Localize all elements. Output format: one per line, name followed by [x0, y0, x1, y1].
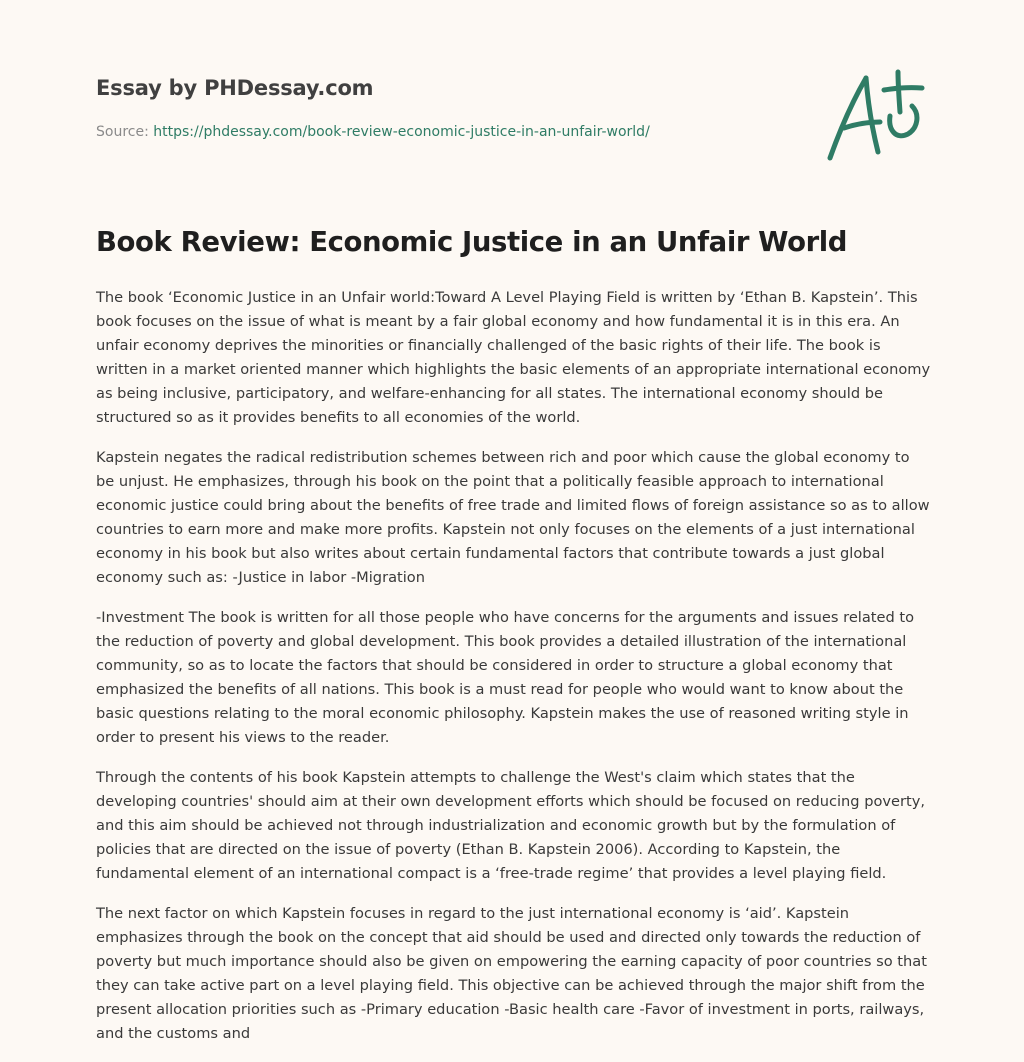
- source-line: [96, 124, 776, 140]
- essay-title: Book Review: Economic Justice in an Unfair World: [96, 226, 848, 258]
- source-label: Source:: [96, 124, 154, 140]
- essay-paragraph: Kapstein negates the radical redistribution schemes between rich and poor which cause the global economy to be unjust. He emphasizes, through his book on the point that a politically feasible approach to international economic justice could bring about the benefits of free trade and limited flows of foreign assistance so as to allow countries to earn more and make more profits. Kapstein not only focuses on the elements of a just international economy in his book but also writes about certain fundamental factors that contribute towards a just global economy such as: -Justice in labor -Migration: [96, 449, 930, 586]
- essay-paragraph: Through the contents of his book Kapstein attempts to challenge the West's claim which states that the developing countries' should aim at their own development efforts which should be focused on reducing poverty, and this aim should be achieved not through industrialization and economic growth but by the formulation of policies that are directed on the issue of poverty (Ethan B. Kapstein 2006). According to Kapstein, the fundamental element of an international compact is a ‘free-trade regime’ that provides a level playing field.: [96, 769, 926, 882]
- page-header: [96, 76, 776, 140]
- site-title: Essay by PHDessay.com: [96, 76, 374, 100]
- source-link[interactable]: https://phdessay.com/book-review-economic-justice-in-an-unfair-world/: [153, 124, 650, 140]
- essay-paragraph: The book ‘Economic Justice in an Unfair world:Toward A Level Playing Field is written by ‘Ethan B. Kapstein’. This book focuses on the issue of what is meant by a fair global economy and how fundamental it is in this era. An unfair economy deprives the minorities or financially challenged of the basic rights of their life. The book is written in a market oriented manner which highlights the basic elements of an appropriate international economy as being inclusive, participatory, and welfare-enhancing for all states. The international economy should be structured so as it provides benefits to all economies of the world.: [96, 289, 931, 426]
- a-plus-logo-icon: [822, 68, 926, 164]
- essay-paragraph: -Investment The book is written for all those people who have concerns for the arguments and issues related to the reduction of poverty and global development. This book provides a detailed illustration of the international community, so as to locate the factors that should be considered in order to structure a global economy that emphasized the benefits of all nations. This book is a must read for people who would want to know about the basic questions relating to the moral economic philosophy. Kapstein makes the use of reasoned writing style in order to present his views to the reader.: [96, 609, 915, 746]
- essay-body: [96, 286, 932, 1062]
- essay-paragraph: The next factor on which Kapstein focuses in regard to the just international economy is ‘aid’. Kapstein emphasizes through the book on the concept that aid should be used and directed only towards the reduction of poverty but much importance should also be given on empowering the earning capacity of poor countries so that they can take active part on a level playing field. This objective can be achieved through the major shift from the present allocation priorities such as -Primary education -Basic health care -Favor of investment in ports, railways, and the customs and: [96, 905, 927, 1042]
